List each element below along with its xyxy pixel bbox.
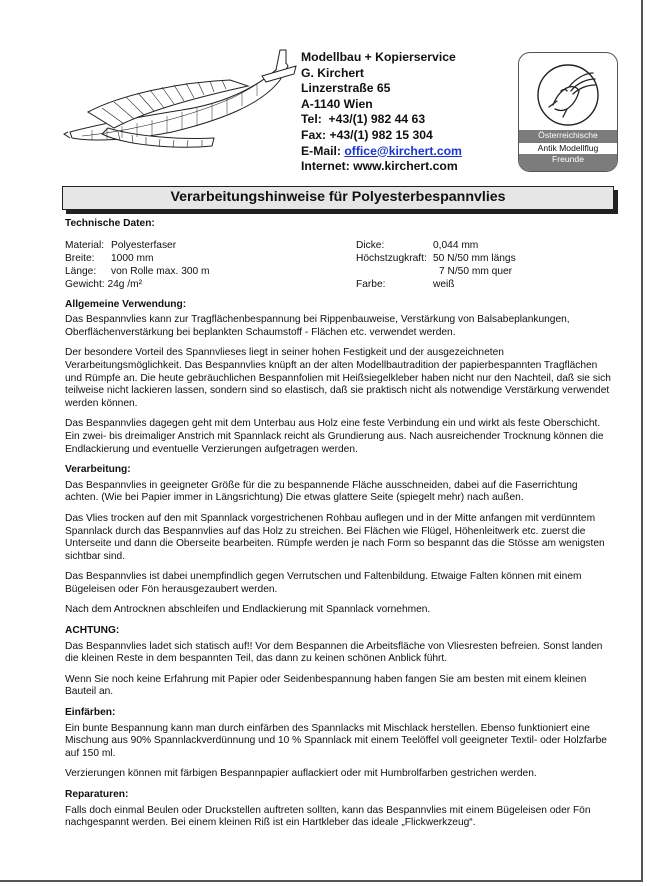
winged-figure-icon <box>533 61 603 129</box>
contact-block <box>301 50 462 175</box>
paragraph: Der besondere Vorteil des Spannvlieses liegt in seiner hohen Festigkeit und der ausgezeichneten Verarbeitungsmöglichkeit. Das Bespannvlies knüpft an der alten Modellbautradition der papierbespannten Tragflächen und Rümpfe an. Die heute gebräuchlichen Bespannfolien mit Heißsiegelkleber haben nicht nur den Nachteil, daß sie sich teilweise nicht lackieren lassen, sondern sind so elastisch, daß sie praktisch nicht als notwendige Verstärkung verwendet werden können. <box>65 347 611 409</box>
length-row <box>65 266 210 279</box>
street-address: Linzerstraße 65 <box>301 81 391 96</box>
fax-number: +43/(1) 982 15 304 <box>329 127 433 142</box>
internet-label: Internet: <box>301 159 350 174</box>
section-general <box>65 299 613 457</box>
phone-line <box>301 112 462 128</box>
section-processing <box>65 464 613 617</box>
email-link[interactable]: office@kirchert.com <box>344 143 462 158</box>
phone-number: +43/(1) 982 44 63 <box>328 112 426 127</box>
phone-label: Tel: <box>301 112 322 127</box>
badge-line-2: Antik Modellflug <box>519 142 617 155</box>
length-label: Länge: <box>65 265 97 277</box>
material-row <box>65 240 176 253</box>
section-warning <box>65 625 613 699</box>
fax-line <box>301 128 462 144</box>
tech-heading: Technische Daten: <box>65 218 155 229</box>
section-heading: Allgemeine Verwendung: <box>65 298 187 310</box>
email-line <box>301 144 462 160</box>
company-name: Modellbau + Kopierservice <box>301 50 456 64</box>
color-value: weiß <box>433 278 455 290</box>
tensile-row <box>356 253 516 266</box>
material-label: Material: <box>65 239 105 251</box>
glider-illustration <box>62 46 298 168</box>
tensile-cross-value: 7 N/50 mm quer <box>439 265 513 277</box>
document-title: Verarbeitungshinweise für Polyesterbespannvlies <box>62 186 614 210</box>
section-coloring <box>65 707 613 781</box>
paragraph: Das Vlies trocken auf den mit Spannlack vorgestrichenen Rohbau auflegen und in der Mitte anfangen mit verdünntem Spannlack durch das Bespannvlies auf das Holz zu streichen. Bei Flächen wie Flügel, Höhenleitwerk etc. zuerst die Unterseite und dann die Oberseite bearbeiten. Rümpfe werden je nach Form so bespannt das die Stösse am wenigsten sichtbar sind. <box>65 512 605 562</box>
badge-line-3: Freunde <box>519 154 617 171</box>
paragraph: Das Bespannvlies ist dabei unempfindlich gegen Verrutschen und Faltenbildung. Etwaige Falten können mit einem Bügeleisen oder Fön herausgezaubert werden. <box>65 571 582 595</box>
tech-data-table <box>65 240 613 296</box>
internet-line <box>301 159 462 175</box>
section-heading: Einfärben: <box>65 707 116 719</box>
paragraph: Das Bespannvlies dagegen geht mit dem Unterbau aus Holz eine feste Verbindung ein und wirkt als feste Oberschicht. Ein zwei- bis dreimaliger Anstrich mit Spannlack reicht als Grundierung aus. Nach ausreichender Trocknung können die Endlackierung und eventuelle Verzierungen aufgetragen werden. <box>65 418 604 455</box>
section-heading: Reparaturen: <box>65 789 129 800</box>
paragraph: Wenn Sie noch keine Erfahrung mit Papier oder Seidenbespannung haben fangen Sie am besten mit einem kleinen Bauteil an. <box>65 673 587 698</box>
width-value: 1000 mm <box>111 252 154 264</box>
material-value: Polyesterfaser <box>111 239 177 251</box>
paragraph: Falls doch einmal Beulen oder Druckstellen auftreten sollten, kann das Bespannvlies mit einem Bügeleisen oder Fön nachgespannt werden. Bei einem kleinen Riß ist ein Hartkleber das ideale „Flickwerkzeug“. <box>65 804 591 829</box>
fax-label: Fax: <box>301 127 327 142</box>
thickness-label: Dicke: <box>356 239 385 251</box>
paragraph: Das Bespannvlies kann zur Tragflächenbespannung bei Rippenbauweise, Verstärkung von Balsabeplankungen, Oberflächenverstärkung bei beplankten Schaumstoff - Flächen etc. verwendet werden. <box>65 314 570 338</box>
paragraph: Nach dem Antrocknen abschleifen und Endlackierung mit Spannlack vornehmen. <box>65 604 431 616</box>
tensile-long-value: 50 N/50 mm längs <box>433 252 516 264</box>
width-label: Breite: <box>65 252 95 264</box>
width-row <box>65 253 153 266</box>
paragraph: Verzierungen können mit färbigen Bespannpapier auflackiert oder mit Humbrolfarben gestrichen werden. <box>65 768 537 780</box>
email-label: E-Mail: <box>301 143 341 158</box>
internet-address: www.kirchert.com <box>353 159 458 174</box>
paragraph: Das Bespannvlies ladet sich statisch auf!! Vor dem Bespannen die Arbeitsfläche von Vliesresten befreien. Sonst landen die kleinen Reste in dem bespannten Teil, das dann zu keinen schönen Anblick führt. <box>65 640 603 665</box>
thickness-row <box>356 240 478 253</box>
weight-row: Gewicht: 24g /m² <box>65 278 142 290</box>
section-heading: Verarbeitung: <box>65 464 131 476</box>
city-address: A-1140 Wien <box>301 96 373 111</box>
club-badge <box>518 52 618 172</box>
length-value: von Rolle max. 300 m <box>111 265 210 277</box>
owner-name: G. Kirchert <box>301 65 364 80</box>
paragraph: Das Bespannvlies in geeigneter Größe für die zu bespannende Fläche ausschneiden, dabei auf die Faserrichtung achten. (Wie bei Papier immer in Längsrichtung) Die etwas glattere Seite (spiegelt mehr) nach außen. <box>65 479 578 504</box>
color-row <box>356 279 455 292</box>
section-heading: ACHTUNG: <box>65 625 120 637</box>
document-content <box>65 218 613 838</box>
badge-line-1: Österreichische <box>519 130 617 142</box>
thickness-value: 0,044 mm <box>433 239 479 251</box>
tensile-label: Höchstzugkraft: <box>356 252 427 264</box>
color-label: Farbe: <box>356 278 386 290</box>
section-repairs <box>65 789 613 830</box>
paragraph: Ein bunte Bespannung kann man durch einfärben des Spannlacks mit Mischlack herstellen. Ebenso funktioniert eine Mischung aus 90% Spannlackverdünnung und 10 % Spannlack mit einem Teelöffel voll geeigneter Textil- oder Holzfarbe auf 150 ml. <box>65 722 607 759</box>
